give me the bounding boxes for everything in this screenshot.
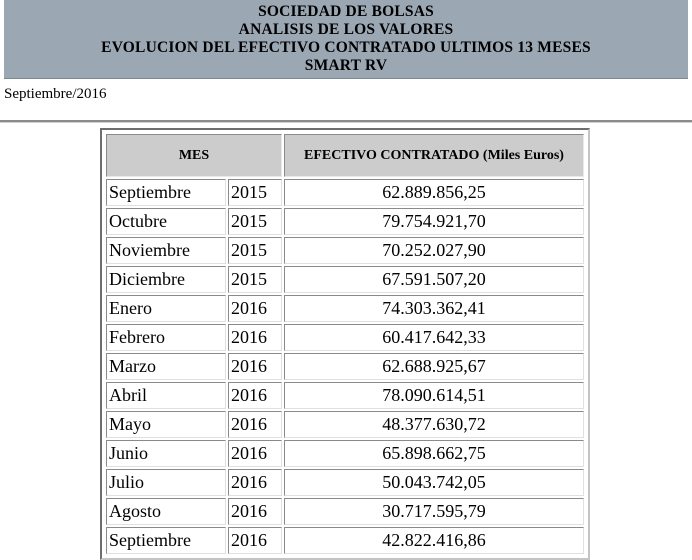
year-cell: 2015: [228, 208, 282, 235]
column-header-efectivo: EFECTIVO CONTRATADO (Miles Euros): [284, 134, 584, 177]
value-cell: 42.822.416,86: [284, 527, 584, 554]
month-cell: Agosto: [106, 498, 226, 525]
table-row: [106, 179, 584, 206]
value-cell: 74.303.362,41: [284, 295, 584, 322]
table-row: [106, 353, 584, 380]
year-cell: 2016: [228, 440, 282, 467]
year-cell: 2016: [228, 382, 282, 409]
year-cell: 2015: [228, 237, 282, 264]
value-cell: 62.889.856,25: [284, 179, 584, 206]
table-row: [106, 266, 584, 293]
month-cell: Noviembre: [106, 237, 226, 264]
value-cell: 60.417.642,33: [284, 324, 584, 351]
table-row: [106, 469, 584, 496]
table-row: [106, 208, 584, 235]
table-row: [106, 237, 584, 264]
value-cell: 30.717.595,79: [284, 498, 584, 525]
header-market: SMART RV: [304, 57, 388, 74]
year-cell: 2016: [228, 295, 282, 322]
year-cell: 2016: [228, 353, 282, 380]
month-cell: Febrero: [106, 324, 226, 351]
table-row: [106, 295, 584, 322]
month-cell: Octubre: [106, 208, 226, 235]
efectivo-table: [104, 132, 586, 556]
year-cell: 2015: [228, 266, 282, 293]
data-table-frame: [100, 128, 590, 560]
year-cell: 2016: [228, 324, 282, 351]
table-row: [106, 527, 584, 554]
month-cell: Septiembre: [106, 179, 226, 206]
header-organization: SOCIEDAD DE BOLSAS: [258, 3, 434, 20]
year-cell: 2016: [228, 411, 282, 438]
month-cell: Julio: [106, 469, 226, 496]
month-cell: Abril: [106, 382, 226, 409]
column-header-mes: MES: [106, 134, 282, 177]
year-cell: 2015: [228, 179, 282, 206]
table-row: [106, 498, 584, 525]
month-cell: Junio: [106, 440, 226, 467]
value-cell: 65.898.662,75: [284, 440, 584, 467]
value-cell: 70.252.027,90: [284, 237, 584, 264]
value-cell: 48.377.630,72: [284, 411, 584, 438]
table-row: [106, 440, 584, 467]
month-cell: Marzo: [106, 353, 226, 380]
table-body: [106, 179, 584, 554]
year-cell: 2016: [228, 469, 282, 496]
header-section: ANALISIS DE LOS VALORES: [238, 21, 454, 38]
table-row: [106, 324, 584, 351]
header-report-title: EVOLUCION DEL EFECTIVO CONTRATADO ULTIMOS 13 MESES: [101, 39, 591, 56]
report-period: Septiembre/2016: [4, 86, 107, 102]
value-cell: 79.754.921,70: [284, 208, 584, 235]
horizontal-divider: [0, 120, 692, 123]
month-cell: Diciembre: [106, 266, 226, 293]
month-cell: Mayo: [106, 411, 226, 438]
table-row: [106, 411, 584, 438]
table-header-row: [106, 134, 584, 177]
value-cell: 50.043.742,05: [284, 469, 584, 496]
table-row: [106, 382, 584, 409]
year-cell: 2016: [228, 527, 282, 554]
month-cell: Septiembre: [106, 527, 226, 554]
month-cell: Enero: [106, 295, 226, 322]
value-cell: 62.688.925,67: [284, 353, 584, 380]
value-cell: 67.591.507,20: [284, 266, 584, 293]
report-header: [4, 0, 688, 79]
value-cell: 78.090.614,51: [284, 382, 584, 409]
year-cell: 2016: [228, 498, 282, 525]
